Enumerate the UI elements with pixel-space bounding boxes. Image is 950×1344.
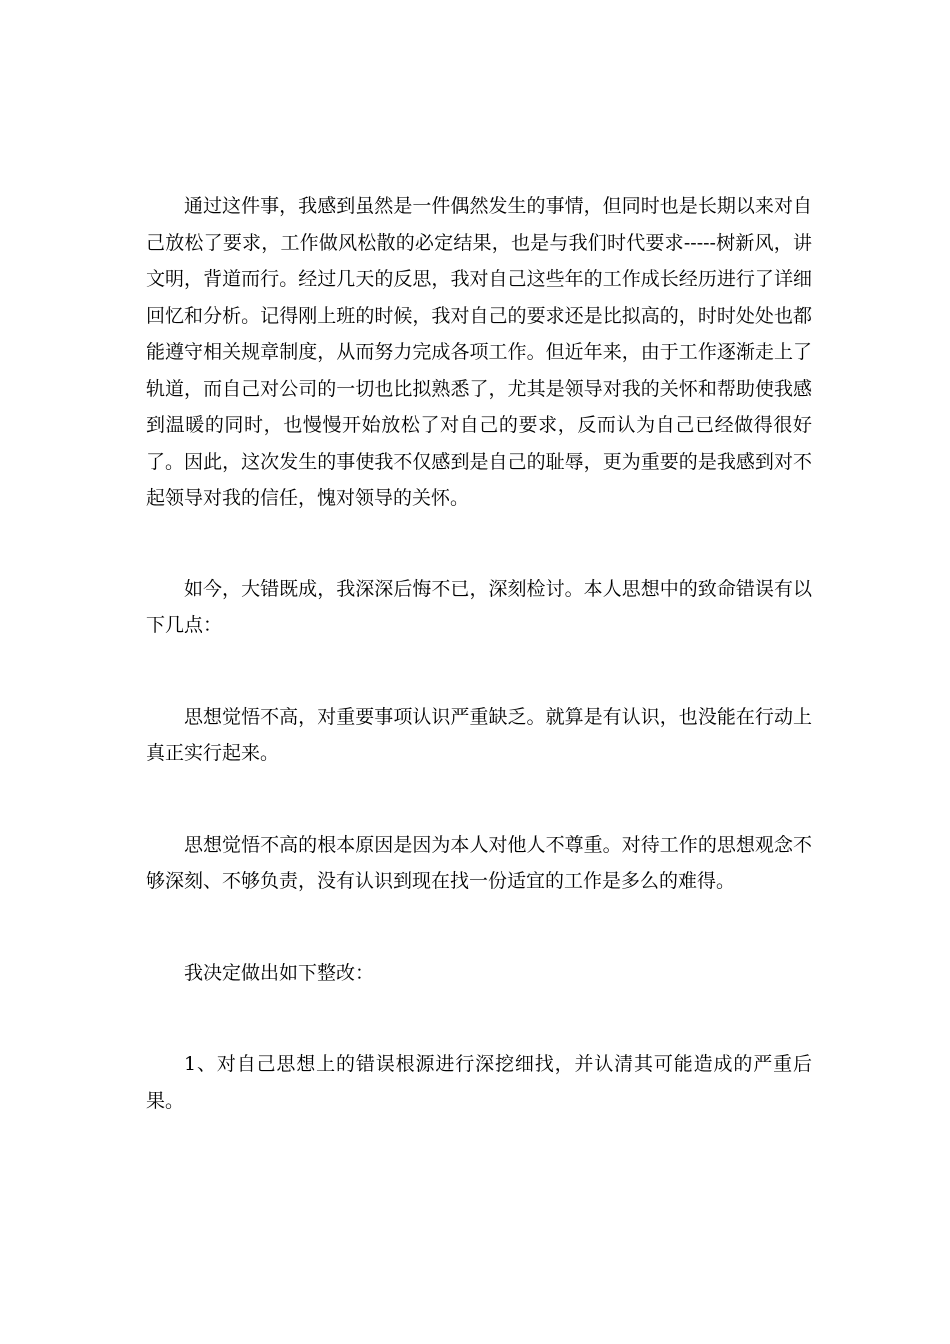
paragraph-mistakes-intro: 如今，大错既成，我深深后悔不已，深刻检讨。本人思想中的致命错误有以下几点： xyxy=(146,577,812,636)
paragraph-root-cause: 思想觉悟不高的根本原因是因为本人对他人不尊重。对待工作的思想观念不够深刻、不够负责，没有认识到现在找一份适宜的工作是多么的难得。 xyxy=(146,833,812,892)
paragraph-awareness: 思想觉悟不高，对重要事项认识严重缺乏。就算是有认识，也没能在行动上真正实行起来。 xyxy=(146,705,812,764)
paragraph-reflection: 通过这件事，我感到虽然是一件偶然发生的事情，但同时也是长期以来对自己放松了要求，工作做风松散的必定结果，也是与我们时代要求-----树新风，讲文明，背道而行。经过几天的反思，我对自己这些年的工作成长经历进行了详细回忆和分析。记得刚上班的时候，我对自己的要求还是比拟高的，时时处处也都能遵守相关规章制度，从而努力完成各项工作。但近年来，由于工作逐渐走上了轨道，而自己对公司的一切也比拟熟悉了，尤其是领导对我的关怀和帮助使我感到温暖的同时，也慢慢开始放松了对自己的要求，反而认为自己已经做得很好了。因此，这次发生的事使我不仅感到是自己的耻辱，更为重要的是我感到对不起领导对我的信任，愧对领导的关怀。 xyxy=(146,195,812,509)
paragraph-rectification-intro: 我决定做出如下整改： xyxy=(184,961,375,984)
paragraph-rectification-item-1: 1、对自己思想上的错误根源进行深挖细找，并认清其可能造成的严重后果。 xyxy=(146,1053,812,1112)
document-body xyxy=(146,188,812,1119)
